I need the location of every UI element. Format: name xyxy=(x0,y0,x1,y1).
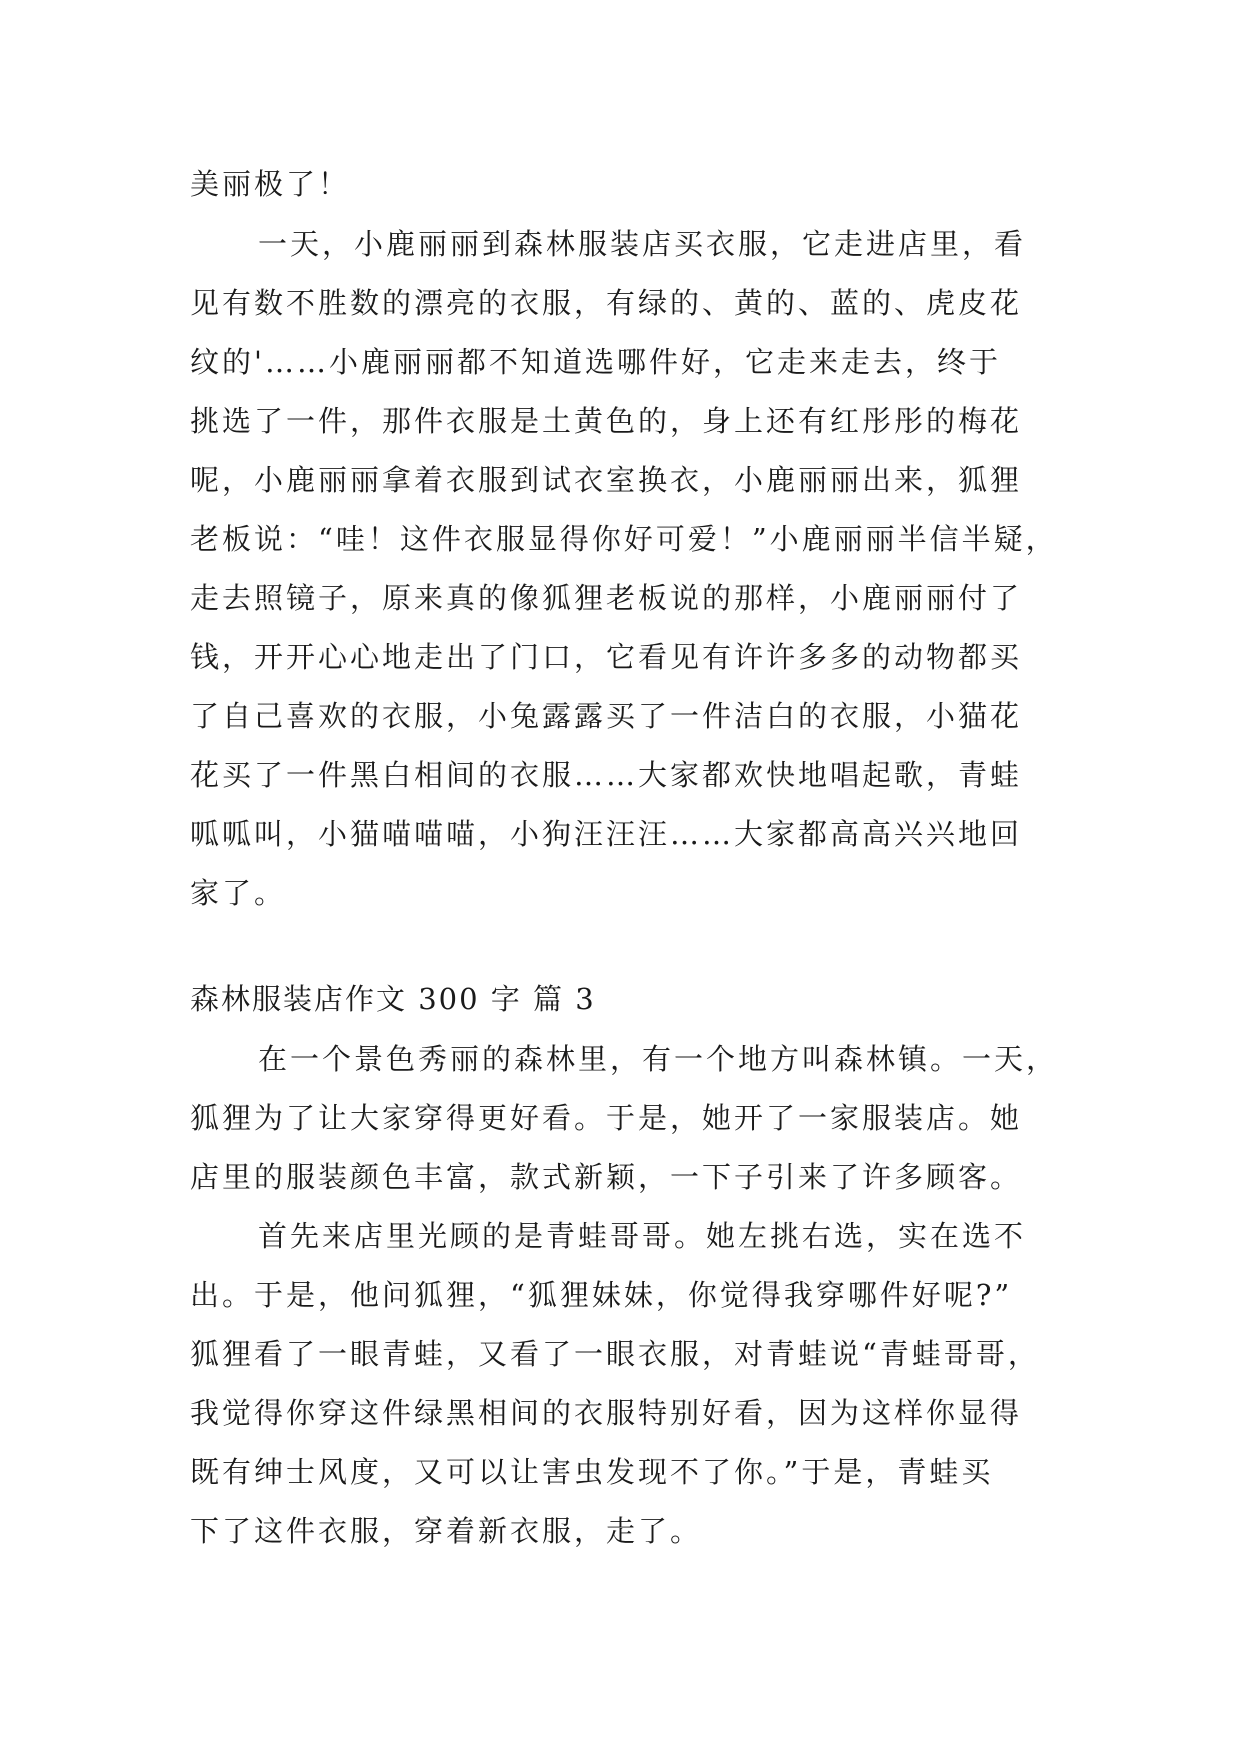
paragraph-line: 见有数不胜数的漂亮的衣服，有绿的、黄的、蓝的、虎皮花 xyxy=(190,286,1023,320)
paragraph-line: 美丽极了！ xyxy=(190,167,351,201)
paragraph-line: 呱呱叫，小猫喵喵喵，小狗汪汪汪……大家都高高兴兴地回 xyxy=(190,817,1023,851)
paragraph-line: 挑选了一件，那件衣服是土黄色的，身上还有红彤彤的梅花 xyxy=(190,404,1023,438)
paragraph-line: 出。于是，他问狐狸，“狐狸妹妹，你觉得我穿哪件好呢?” xyxy=(190,1278,1013,1312)
section-heading: 森林服装店作文 300 字 篇 3 xyxy=(190,982,596,1016)
paragraph-line: 呢，小鹿丽丽拿着衣服到试衣室换衣，小鹿丽丽出来，狐狸 xyxy=(190,463,1023,497)
paragraph-line: 狐狸看了一眼青蛙，又看了一眼衣服，对青蛙说“青蛙哥哥， xyxy=(190,1337,1040,1371)
paragraph-line: 走去照镜子，原来真的像狐狸老板说的那样，小鹿丽丽付了 xyxy=(190,581,1023,615)
paragraph-line: 下了这件衣服，穿着新衣服，走了。 xyxy=(190,1514,703,1548)
paragraph-line: 狐狸为了让大家穿得更好看。于是，她开了一家服装店。她 xyxy=(190,1101,1023,1135)
paragraph-line: 店里的服装颜色丰富，款式新颖，一下子引来了许多顾客。 xyxy=(190,1160,1023,1194)
paragraph-line: 既有绅士风度，又可以让害虫发现不了你。”于是，青蛙买 xyxy=(190,1455,994,1489)
paragraph-line: 一天，小鹿丽丽到森林服装店买衣服，它走进店里，看 xyxy=(258,227,1027,261)
paragraph-line: 老板说：“哇！这件衣服显得你好可爱！”小鹿丽丽半信半疑， xyxy=(190,522,1058,556)
paragraph-line: 了自己喜欢的衣服，小兔露露买了一件洁白的衣服，小猫花 xyxy=(190,699,1023,733)
paragraph-line: 我觉得你穿这件绿黑相间的衣服特别好看，因为这样你显得 xyxy=(190,1396,1023,1430)
paragraph-line: 纹的'……小鹿丽丽都不知道选哪件好，它走来走去，终于 xyxy=(190,345,1001,379)
paragraph-line: 在一个景色秀丽的森林里，有一个地方叫森林镇。一天， xyxy=(258,1042,1059,1076)
paragraph-line: 首先来店里光顾的是青蛙哥哥。她左挑右选，实在选不 xyxy=(258,1219,1027,1253)
paragraph-line: 家了。 xyxy=(190,876,287,910)
paragraph-line: 钱，开开心心地走出了门口，它看见有许许多多的动物都买 xyxy=(190,640,1023,674)
paragraph-line: 花买了一件黑白相间的衣服……大家都欢快地唱起歌，青蛙 xyxy=(190,758,1023,792)
